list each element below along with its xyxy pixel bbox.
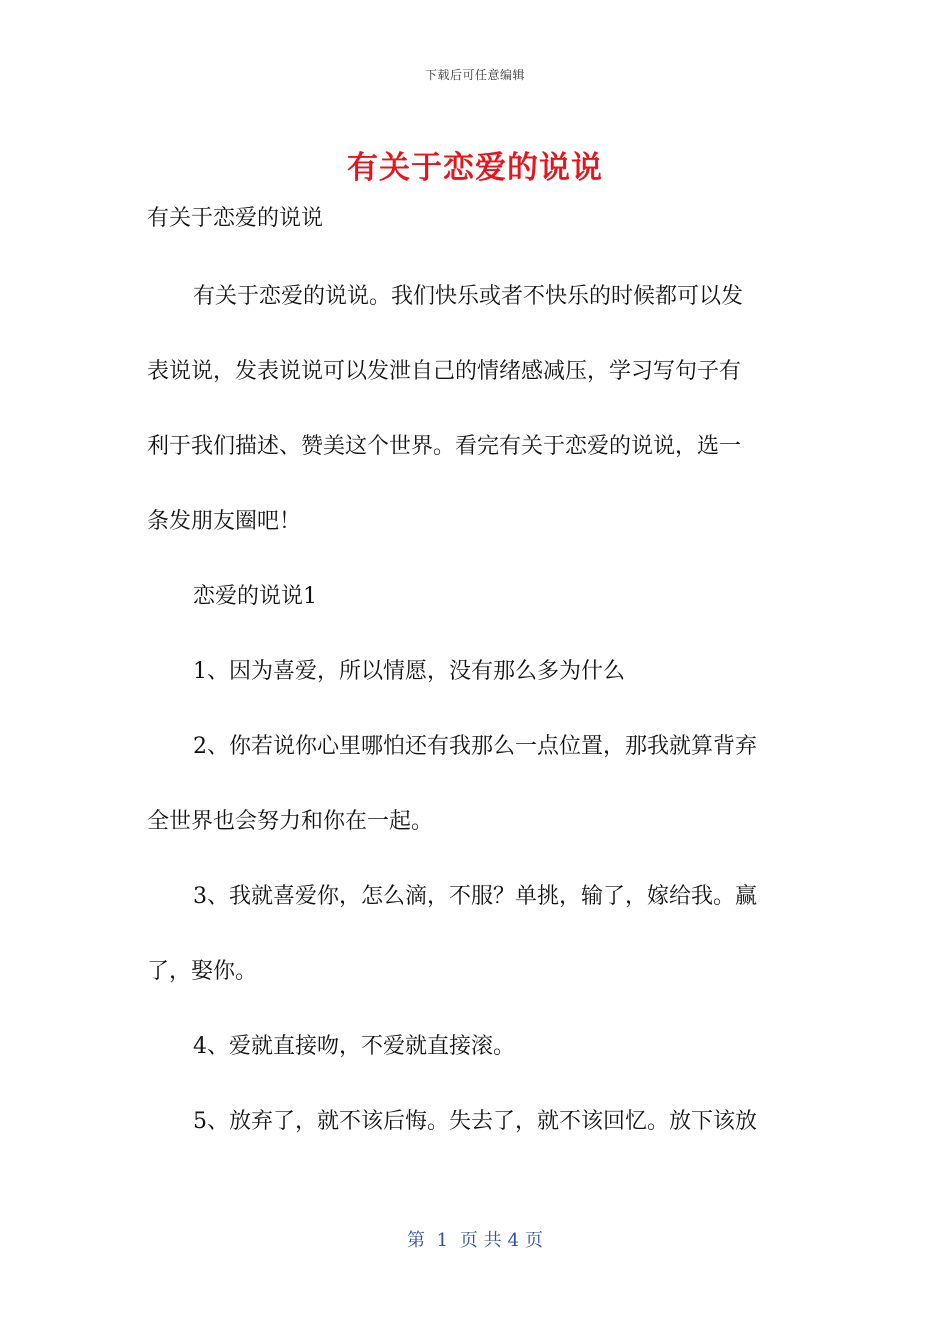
footer-total-pages: 4	[507, 1230, 520, 1251]
document-subtitle: 有关于恋爱的说说	[147, 206, 324, 231]
document-body	[147, 259, 807, 1159]
footer-page-number: 1	[436, 1230, 449, 1251]
text-line: 恋爱的说说1	[193, 584, 317, 609]
text-line: 4、爱就直接吻，不爱就直接滚。	[193, 1034, 515, 1059]
list-item-3	[147, 859, 807, 1009]
text-line: 了，娶你。	[147, 959, 258, 984]
page-footer	[0, 1226, 950, 1252]
footer-suffix: 页	[525, 1230, 544, 1251]
text-line: 3、我就喜爱你，怎么滴，不服？单挑，输了，嫁给我。赢	[193, 884, 757, 909]
list-item-1	[147, 634, 807, 709]
footer-prefix: 第	[406, 1230, 425, 1251]
paragraph-intro	[147, 259, 807, 559]
list-item-2	[147, 709, 807, 859]
text-line: 条发朋友圈吧！	[147, 509, 302, 534]
text-line: 全世界也会努力和你在一起。	[147, 809, 434, 834]
section-heading	[147, 559, 807, 634]
text-line: 2、你若说你心里哪怕还有我那么一点位置，那我就算背弃	[193, 734, 757, 759]
text-line: 5、放弃了，就不该后悔。失去了，就不该回忆。放下该放	[193, 1109, 757, 1134]
list-item-5	[147, 1084, 807, 1159]
text-line: 表说说，发表说说可以发泄自己的情绪感减压，学习写句子有	[147, 359, 742, 384]
header-note: 下载后可任意编辑	[424, 68, 525, 82]
document-title: 有关于恋爱的说说	[347, 150, 603, 186]
footer-middle: 页 共	[459, 1230, 502, 1251]
text-line: 利于我们描述、赞美这个世界。看完有关于恋爱的说说，选一	[147, 434, 742, 459]
text-line: 1、因为喜爱，所以情愿，没有那么多为什么	[193, 659, 625, 684]
list-item-4	[147, 1009, 807, 1084]
text-line: 有关于恋爱的说说。我们快乐或者不快乐的时候都可以发	[193, 284, 744, 309]
